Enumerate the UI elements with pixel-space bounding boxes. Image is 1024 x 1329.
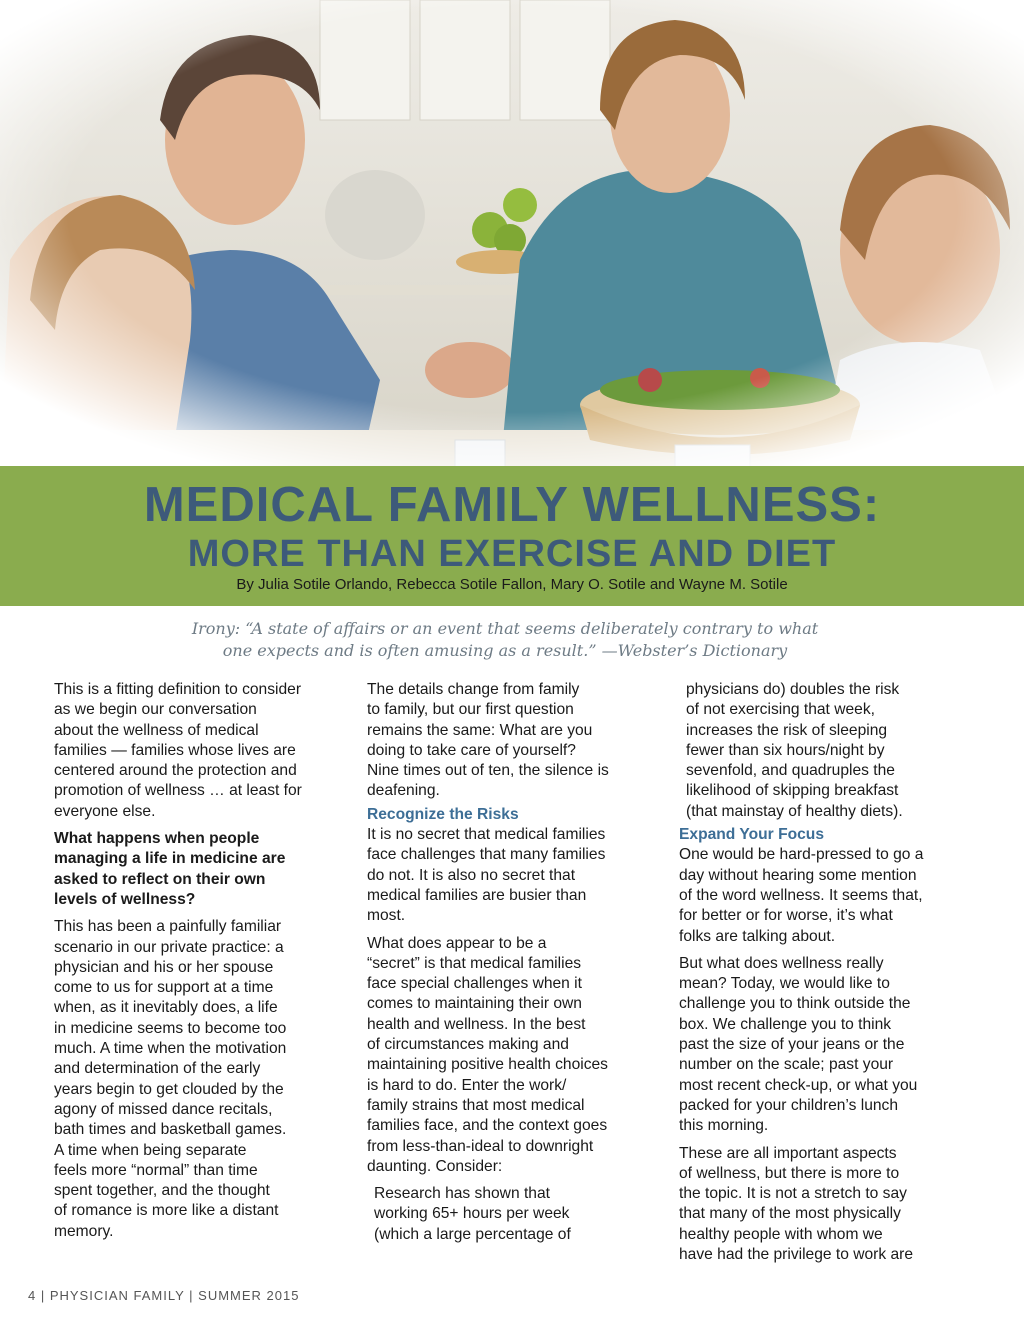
text-line: challenge you to think outside the xyxy=(679,995,911,1013)
text-line: What happens when people xyxy=(54,830,260,848)
quote-line: Irony: “A state of affairs or an event that seems deliberately contrary to what xyxy=(191,619,819,638)
paragraph xyxy=(367,680,609,802)
text-line: that many of the most physically xyxy=(679,1205,901,1223)
text-line: centered around the protection and xyxy=(54,762,297,780)
text-line: physicians do) doubles the risk xyxy=(686,681,900,698)
research-callout-continued xyxy=(679,680,923,822)
text-line: scenario in our private practice: a xyxy=(54,938,284,956)
text-line: sevenfold, and quadruples the xyxy=(686,762,895,780)
paragraph xyxy=(54,917,302,1242)
text-line: have had the privilege to work are xyxy=(679,1246,914,1264)
text-line: managing a life in medicine are xyxy=(54,850,286,868)
text-line: of wellness, but there is more to xyxy=(679,1164,900,1182)
text-line: (which a large percentage of xyxy=(374,1225,571,1243)
text-line: most recent check-up, or what you xyxy=(679,1076,918,1094)
text-line: memory. xyxy=(54,1222,114,1240)
epigraph-quote xyxy=(150,618,860,662)
paragraph xyxy=(367,934,609,1178)
text-line: levels of wellness? xyxy=(54,890,196,908)
text-line: The details change from family xyxy=(367,681,580,698)
quote-line: one expects and is often amusing as a result.” —Webster’s Dictionary xyxy=(222,641,788,660)
text-line: to family, but our first question xyxy=(367,701,574,719)
text-line: face special challenges when it xyxy=(367,975,582,993)
text-line: of the word wellness. It seems that, xyxy=(679,886,923,904)
text-line: much. A time when the motivation xyxy=(54,1040,287,1058)
text-line: box. We challenge you to think xyxy=(679,1015,892,1033)
text-line: packed for your children’s lunch xyxy=(679,1096,899,1114)
text-line: daunting. Consider: xyxy=(367,1157,503,1175)
text-line: face challenges that many families xyxy=(367,846,606,864)
text-line: families — families whose lives are xyxy=(54,741,296,759)
text-line: This has been a painfully familiar xyxy=(54,918,282,936)
text-line: comes to maintaining their own xyxy=(367,995,582,1013)
text-line: about the wellness of medical xyxy=(54,721,259,739)
paragraph xyxy=(679,954,923,1137)
text-line: agony of missed dance recitals, xyxy=(54,1100,273,1118)
paragraph xyxy=(54,680,302,822)
text-line: Research has shown that xyxy=(374,1185,550,1203)
family-dinner-illustration xyxy=(0,0,1024,466)
column-2 xyxy=(367,680,609,1245)
text-line: promotion of wellness … at least for xyxy=(54,782,302,800)
text-line: from less-than-ideal to downright xyxy=(367,1137,594,1155)
text-line: increases the risk of sleeping xyxy=(686,721,888,739)
text-line: everyone else. xyxy=(54,802,156,820)
text-line: Nine times out of ten, the silence is xyxy=(367,762,609,780)
text-line: healthy people with whom we xyxy=(679,1225,883,1243)
text-line: and determination of the early xyxy=(54,1060,261,1078)
lead-question xyxy=(54,829,302,910)
text-line: health and wellness. In the best xyxy=(367,1015,586,1033)
text-line: of not exercising that week, xyxy=(686,701,875,719)
text-line: This is a fitting definition to consider xyxy=(54,681,302,698)
research-callout xyxy=(367,1184,609,1245)
text-line: in medicine seems to become too xyxy=(54,1019,287,1037)
text-line: likelihood of skipping breakfast xyxy=(686,782,899,800)
text-line: of circumstances making and xyxy=(367,1036,569,1054)
byline: By Julia Sotile Orlando, Rebecca Sotile Fallon, Mary O. Sotile and Wayne M. Sotile xyxy=(236,576,788,593)
text-line: as we begin our conversation xyxy=(54,701,257,719)
text-line: spent together, and the thought xyxy=(54,1182,270,1200)
text-line: families face, and the context goes xyxy=(367,1117,608,1135)
section-heading: Recognize the Risks xyxy=(367,805,519,823)
text-line: when, as it inevitably does, a life xyxy=(54,999,278,1017)
text-line: remains the same: What are you xyxy=(367,721,593,739)
text-line: for better or for worse, it’s what xyxy=(679,907,893,925)
paragraph xyxy=(679,1144,923,1266)
text-line: mean? Today, we would like to xyxy=(679,975,890,993)
text-line: maintaining positive health choices xyxy=(367,1056,608,1074)
hero-photo xyxy=(0,0,1024,466)
text-line: fewer than six hours/night by xyxy=(686,741,885,759)
text-line: past the size of your jeans or the xyxy=(679,1036,905,1054)
text-line: family strains that most medical xyxy=(367,1096,585,1114)
paragraph xyxy=(367,825,609,926)
text-line: A time when being separate xyxy=(54,1141,247,1159)
text-line: What does appear to be a xyxy=(367,934,547,952)
text-line: deafening. xyxy=(367,782,440,800)
text-line: number on the scale; past your xyxy=(679,1056,894,1074)
section-heading: Expand Your Focus xyxy=(679,826,824,844)
text-line: feels more “normal” than time xyxy=(54,1161,258,1179)
text-line: is hard to do. Enter the work/ xyxy=(367,1076,567,1094)
text-line: come to us for support at a time xyxy=(54,979,274,997)
title-banner xyxy=(0,466,1024,606)
text-line: (that mainstay of healthy diets). xyxy=(686,802,903,820)
text-line: physician and his or her spouse xyxy=(54,958,274,976)
text-line: These are all important aspects xyxy=(679,1144,897,1162)
text-line: But what does wellness really xyxy=(679,954,884,972)
text-line: of romance is more like a distant xyxy=(54,1202,279,1220)
page-footer: 4 | PHYSICIAN FAMILY | SUMMER 2015 xyxy=(28,1288,300,1303)
text-line: this morning. xyxy=(679,1117,769,1135)
text-line: asked to reflect on their own xyxy=(54,870,266,888)
text-line: folks are talking about. xyxy=(679,927,836,945)
paragraph xyxy=(679,845,923,946)
text-line: working 65+ hours per week xyxy=(374,1205,570,1223)
text-line: most. xyxy=(367,907,406,925)
column-1 xyxy=(54,680,302,1242)
text-line: One would be hard-pressed to go a xyxy=(679,846,924,864)
text-line: “secret” is that medical families xyxy=(367,954,582,972)
text-line: the topic. It is not a stretch to say xyxy=(679,1185,907,1203)
article-title: MEDICAL FAMILY WELLNESS: xyxy=(143,478,881,532)
text-line: It is no secret that medical families xyxy=(367,826,606,844)
text-line: medical families are busier than xyxy=(367,886,587,904)
article-subtitle: MORE THAN EXERCISE AND DIET xyxy=(187,533,837,575)
column-3 xyxy=(679,680,923,1265)
text-line: day without hearing some mention xyxy=(679,866,917,884)
text-line: do not. It is also no secret that xyxy=(367,866,576,884)
text-line: years begin to get clouded by the xyxy=(54,1080,284,1098)
text-line: bath times and basketball games. xyxy=(54,1121,287,1139)
text-line: doing to take care of yourself? xyxy=(367,741,576,759)
